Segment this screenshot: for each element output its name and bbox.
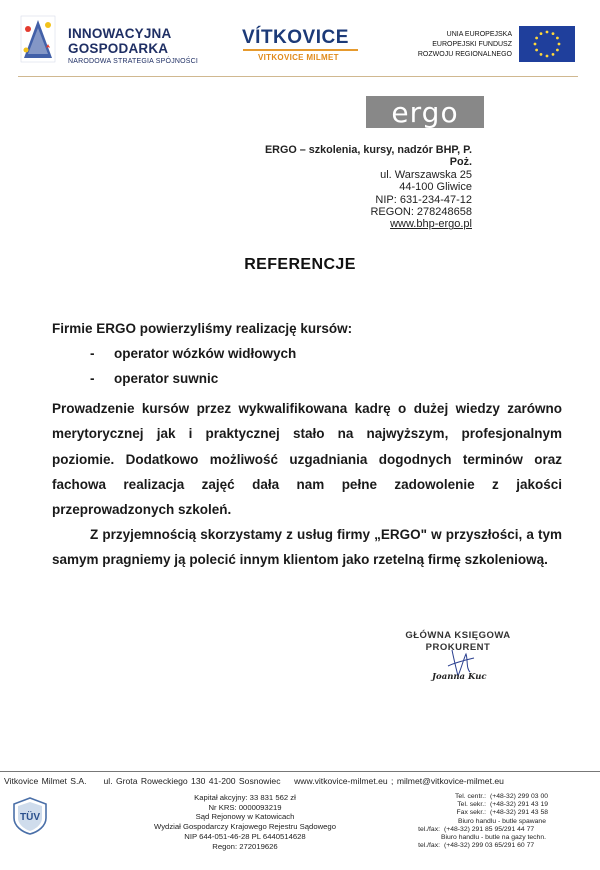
contact-label: Fax sekr.:: [456, 809, 486, 817]
eu-line2: EUROPEJSKI FUNDUSZ: [432, 41, 512, 48]
eu-flag-icon: [519, 26, 575, 62]
ergo-logo: [366, 96, 484, 128]
vitkovice-logo-subtitle: VITKOVICE MILMET: [258, 53, 339, 62]
sender-website-link[interactable]: www.bhp-ergo.pl: [390, 218, 472, 231]
signature-title-line1: GŁÓWNA KSIĘGOWA: [405, 630, 511, 641]
sender-regon: REGON: 278248658: [370, 206, 472, 219]
sender-street: ul. Warszawska 25: [380, 168, 472, 181]
header-divider: [18, 76, 578, 77]
contact-sub-label: Biuro handlu - butle spawane: [457, 817, 546, 825]
ig-title-line2: GOSPODARKA: [68, 41, 169, 56]
letter-paragraph-2-text: Z przyjemnością skorzystamy z usług firmy „ERGO" w przyszłości, a tym samym pragniemy ją polecić innym klientom jako rzetelną firmę szkoleniową.: [52, 527, 562, 568]
footer-company: Vitkovice Milmet S.A.: [4, 776, 87, 786]
contact-label: tel./fax:: [418, 842, 440, 850]
registry-line: Nr KRS: 0000093219: [208, 802, 282, 812]
sender-nip: NIP: 631-234-47-12: [375, 193, 472, 206]
tuv-label: TÜV: [20, 812, 40, 823]
eu-line1: UNIA EUROPEJSKA: [446, 31, 512, 38]
contact-row: [414, 809, 556, 817]
contact-value: (+48-32) 291 43 19: [490, 801, 549, 809]
contact-row: [414, 842, 556, 850]
list-item-text: operator wózków widłowych: [114, 346, 297, 361]
ergo-logo-text: ergo: [391, 95, 459, 129]
ig-title-line1: INNOWACYJNA: [68, 26, 172, 41]
bullet-marker: -: [90, 346, 95, 361]
innowacyjna-gospodarka-logo-icon: [18, 14, 58, 64]
contact-row: [414, 801, 556, 809]
sender-city: 44-100 Gliwice: [399, 181, 472, 194]
contact-sub-label: Biuro handlu - butle na gazy techn.: [440, 834, 546, 842]
contact-row: [414, 793, 556, 801]
letter-intro: Firmie ERGO powierzyliśmy realizację kursów:: [52, 321, 353, 336]
tuv-certification-icon: [10, 796, 50, 836]
contact-label: tel./fax:: [418, 825, 440, 833]
list-item: [90, 346, 296, 361]
contact-value: (+48-32) 299 03 00: [490, 793, 549, 800]
eu-line3: ROZWOJU REGIONALNEGO: [417, 51, 512, 58]
registry-line: NIP 644-051-46-28 PL 6440514628: [184, 831, 306, 841]
letter-heading: REFERENCJE: [244, 256, 356, 273]
contact-subheading: [414, 834, 556, 842]
footer-divider: [0, 771, 600, 772]
registry-line: Wydział Gospodarczy Krajowego Rejestru Sądowego: [154, 822, 336, 832]
list-item-text: operator suwnic: [114, 371, 219, 386]
vitkovice-logo-underline: [243, 49, 358, 51]
registry-line: Sąd Rejonowy w Katowicach: [195, 812, 295, 822]
contact-row: [414, 826, 556, 834]
footer-contact-block: [414, 793, 556, 850]
sender-address-block: [240, 144, 472, 231]
contact-subheading: [414, 818, 556, 826]
contact-label: Tel. sekr.:: [457, 801, 486, 809]
contact-value: (+48-32) 291 43 58: [490, 809, 549, 817]
footer-registry-block: [120, 793, 370, 851]
registry-line: Kapitał akcyjny: 33 831 562 zł: [194, 793, 296, 802]
letter-paragraph-2: [52, 522, 562, 573]
letter-paragraph-1: Prowadzenie kursów przez wykwalifikowana kadrę o dużej wiedzy zarówno merytorycznej jak i praktycznej stało na najwyższym, profesjonalnym poziomie. Dodatkowo możliwość uzgadniania dogodnych terminów oraz fachowa realizacja zajęć dała nam pełne zadowolenie z jakości przeprowadzonych szkoleń.: [52, 401, 562, 518]
ig-subtitle: NARODOWA STRATEGIA SPÓJNOŚCI: [68, 58, 199, 65]
signature-name: Joanna Kuc: [432, 672, 487, 682]
contact-value: (+48-32) 299 03 65/291 60 77: [444, 842, 535, 850]
footer-web-email[interactable]: www.vitkovice-milmet.eu ; milmet@vitkovice-milmet.eu: [294, 776, 504, 786]
registry-line: Regon: 272019626: [212, 841, 278, 851]
contact-value: (+48-32) 291 85 95/291 44 77: [444, 825, 535, 833]
contact-label: Tel. centr.:: [455, 793, 486, 800]
eu-text-block: [412, 30, 512, 60]
list-item: [90, 371, 218, 386]
vitkovice-logo-title: VÍTKOVICE: [242, 27, 349, 48]
sender-name: ERGO – szkolenia, kursy, nadzór BHP, P. Poż.: [264, 144, 472, 169]
innowacyjna-gospodarka-title: [68, 26, 171, 56]
footer-address: ul. Grota Roweckiego 130 41-200 Sosnowiec: [103, 776, 281, 786]
footer-company-line: [4, 776, 504, 786]
bullet-marker: -: [90, 371, 95, 386]
signature-title-line2: PROKURENT: [425, 641, 491, 653]
